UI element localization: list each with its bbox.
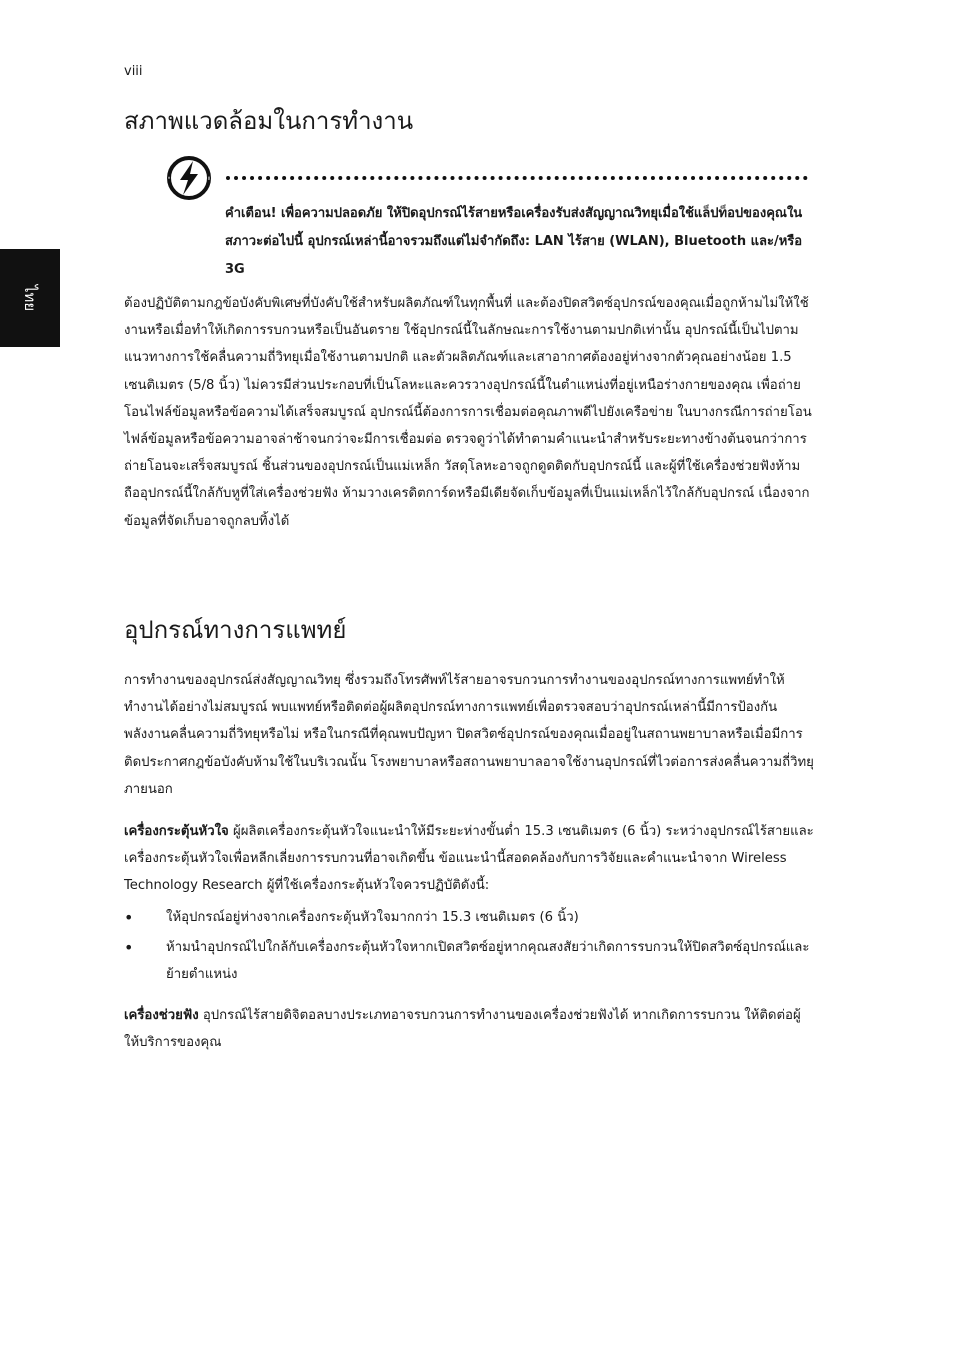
bullet-icon: • (124, 938, 134, 958)
language-side-tab (0, 249, 60, 347)
page-number: viii (124, 64, 143, 79)
pacemaker-label: เครื่องกระตุ้นหัวใจ (124, 824, 229, 839)
pacemaker-paragraph (124, 818, 814, 900)
section-title-medical: อุปกรณ์ทางการแพทย์ (124, 616, 347, 644)
warning-divider (226, 176, 808, 180)
warning-text: คำเตือน! เพื่อความปลอดภัย ให้ปิดอุปกรณ์ไร้สายหรือเครื่องรับส่งสัญญาณวิทยุเมื่อใช้แล็ปท็อปของคุณในสภาวะต่อไปนี้ อุปกรณ์เหล่านี้อาจรวมถึงแต่ไม่จำกัดถึง: LAN ไร้สาย (WLAN), Bluetooth และ/หรือ 3G (225, 206, 803, 277)
bullet-icon: • (124, 908, 134, 927)
bullet-text: ห้ามนำอุปกรณ์ไปใกล้กับเครื่องกระตุ้นหัวใจหากเปิดสวิตซ์อยู่หากคุณสงสัยว่าเกิดการรบกวนให้ปิดสวิตซ์อุปกรณ์และย้ายตำแหน่ง (166, 940, 810, 983)
pacemaker-text: ผู้ผลิตเครื่องกระตุ้นหัวใจแนะนำให้มีระยะห่างขั้นต่ำ 15.3 เซนติเมตร (6 นิ้ว) ระหว่างอุปกรณ์ไร้สายและเครื่องกระตุ้นหัวใจเพื่อหลีกเลี่ยงการรบกวนที่อาจเกิดขึ้น ข้อแนะนำนี้สอดคล้องกับการวิจัยและคำแนะนำจาก Wireless Technology Research ผู้ที่ใช้เครื่องกระตุ้นหัวใจควรปฏิบัติดังนี้: (124, 824, 814, 894)
list-item (124, 934, 814, 988)
bullet-text: ให้อุปกรณ์อยู่ห่างจากเครื่องกระตุ้นหัวใจมากกว่า 15.3 เซนติเมตร (6 นิ้ว) (166, 910, 579, 925)
list-item (124, 904, 814, 931)
hearing-aid-label: เครื่องช่วยฟัง (124, 1008, 199, 1023)
language-label: ไทย (20, 284, 39, 312)
environment-paragraph: ต้องปฏิบัติตามกฎข้อบังคับพิเศษที่บังคับใช้สำหรับผลิตภัณฑ์ในทุกพื้นที่ และต้องปิดสวิตซ์อุปกรณ์ของคุณเมื่อถูกห้ามไม่ให้ใช้งานหรือเมื่อทำให้เกิดการรบกวนหรือเป็นอันตราย ใช้อุปกรณ์นี้ในลักษณะการใช้งานตามปกติเท่านั้น อุปกรณ์นี้เป็นไปตามแนวทางการใช้คลื่นความถี่วิทยุเมื่อใช้งานตามปกติ และตัวผลิตภัณฑ์และเสาอากาศต้องอยู่ห่างจากตัวคุณอย่างน้อย 1.5 เซนติเมตร (5/8 นิ้ว) ไม่ควรมีส่วนประกอบที่เป็นโลหะและควรวางอุปกรณ์นี้ในตำแหน่งที่อยู่เหนือร่างกายของคุณ เพื่อถ่ายโอนไฟล์ข้อมูลหรือข้อความได้เสร็จสมบูรณ์ อุปกรณ์นี้ต้องการการเชื่อมต่อคุณภาพดีไปยังเครือข่าย ในบางกรณีการถ่ายโอนไฟล์ข้อมูลหรือข้อความอาจล่าช้าจนกว่าจะมีการเชื่อมต่อ ตรวจดูว่าได้ทำตามคำแนะนำสำหรับระยะทางข้างต้นจนกว่าการถ่ายโอนจะเสร็จสมบูรณ์ ชิ้นส่วนของอุปกรณ์เป็นแม่เหล็ก วัสดุโลหะอาจถูกดูดติดกับอุปกรณ์นี้ และผู้ที่ใช้เครื่องช่วยฟังห้ามถืออุปกรณ์นี้ใกล้กับหูที่ใส่เครื่องช่วยฟัง ห้ามวางเครดิตการ์ดหรือมีเดียจัดเก็บข้อมูลที่เป็นแม่เหล็กไว้ใกล้กับอุปกรณ์ เนื่องจากข้อมูลที่จัดเก็บอาจถูกลบทิ้งได้ (124, 296, 812, 529)
hearing-aid-paragraph (124, 1002, 814, 1056)
section-title-environment: สภาพแวดล้อมในการทำงาน (124, 107, 414, 135)
hearing-aid-text: อุปกรณ์ไร้สายดิจิตอลบางประเภทอาจรบกวนการทำงานของเครื่องช่วยฟังได้ หากเกิดการรบกวน ให้ติดต่อผู้ให้บริการของคุณ (124, 1008, 801, 1051)
pacemaker-bullet-list (124, 904, 814, 992)
medical-paragraph: การทำงานของอุปกรณ์ส่งสัญญาณวิทยุ ซึ่งรวมถึงโทรศัพท์ไร้สายอาจรบกวนการทำงานของอุปกรณ์ทางการแพทย์ทำให้ทำงานได้อย่างไม่สมบูรณ์ พบแพทย์หรือติดต่อผู้ผลิตอุปกรณ์ทางการแพทย์เพื่อตรวจสอบว่าอุปกรณ์เหล่านี้มีการป้องกันพลังงานคลื่นความถี่วิทยุหรือไม่ หรือในกรณีที่คุณพบปัญหา ปิดสวิตซ์อุปกรณ์ของคุณเมื่ออยู่ในสถานพยาบาลหรือเมื่อมีการติดประกาศกฎข้อบังคับห้ามใช้ในบริเวณนั้น โรงพยาบาลหรือสถานพยาบาลอาจใช้งานอุปกรณ์ที่ไวต่อการส่งคลื่นความถี่วิทยุภายนอก (124, 673, 814, 797)
warning-lightning-icon (166, 155, 212, 201)
